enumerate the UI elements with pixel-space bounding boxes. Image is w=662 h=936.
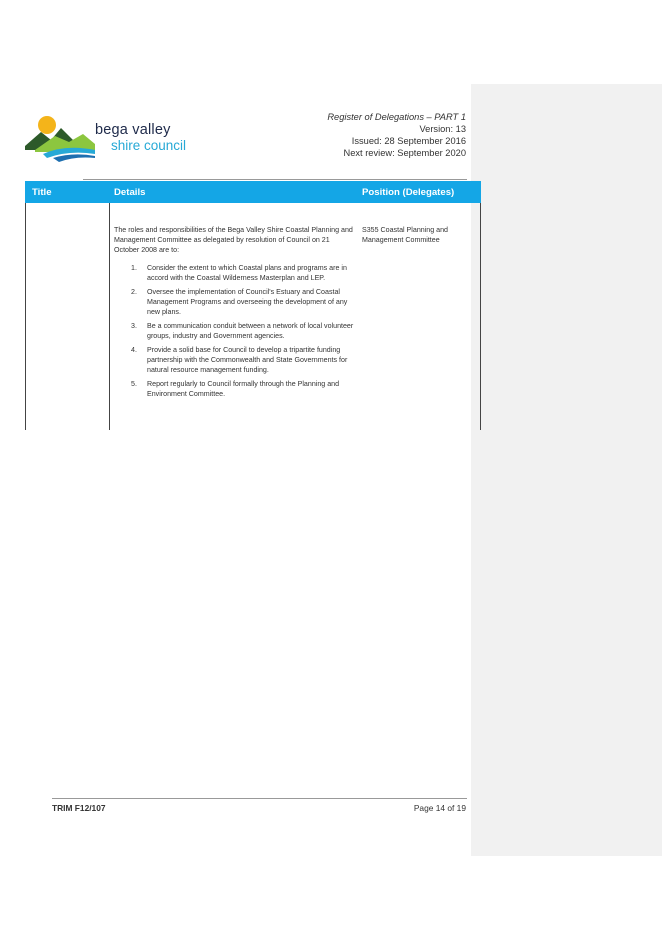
column-divider [109, 203, 110, 430]
register-title: Register of Delegations – PART 1 [327, 112, 466, 122]
delegations-table [25, 181, 481, 430]
position-delegates: S355 Coastal Planning and Management Committee [362, 226, 448, 244]
review-date: Next review: September 2020 [343, 148, 466, 158]
column-header-details: Details [114, 187, 146, 198]
list-item: 2. Oversee the implementation of Council's Estuary and Coastal Management Programs and overseeing the development of any new plans. [131, 288, 348, 316]
council-logo [25, 110, 205, 162]
column-header-position: Position (Delegates) [362, 187, 455, 198]
logo-mountains-icon [25, 110, 95, 162]
details-intro: The roles and responsibilities of the Bega Valley Shire Coastal Planning and Management Committee as delegated by resolution of Council on 21 October 2008 are to: [114, 226, 353, 254]
list-item: 1. Consider the extent to which Coastal plans and programs are in accord with the Coastal Wilderness Masterplan and LEP. [131, 264, 347, 282]
document-meta [327, 111, 466, 159]
logo-line1: bega valley [95, 122, 171, 138]
trim-reference: TRIM F12/107 [52, 803, 106, 813]
table-border-right [480, 203, 481, 430]
logo-line2: shire council [111, 137, 187, 153]
table-header-row [25, 181, 481, 203]
version-text: Version: 13 [419, 124, 466, 134]
column-header-title: Title [32, 187, 52, 198]
header-divider [83, 179, 467, 180]
footer-divider [52, 798, 467, 799]
issued-date: Issued: 28 September 2016 [351, 136, 466, 146]
page-number: Page 14 of 19 [413, 803, 466, 813]
list-item: 5. Report regularly to Council formally through the Planning and Environment Committee. [131, 379, 340, 398]
list-item: 4. Provide a solid base for Council to develop a tripartite funding partnership with the Commonwealth and State Governments for natural resource management funding. [131, 346, 348, 374]
responsibilities-list [123, 264, 355, 404]
table-border-left [25, 203, 26, 430]
comment-pane [471, 84, 662, 856]
list-item: 3. Be a communication conduit between a network of local volunteer groups, industry and Government agencies. [131, 321, 354, 340]
